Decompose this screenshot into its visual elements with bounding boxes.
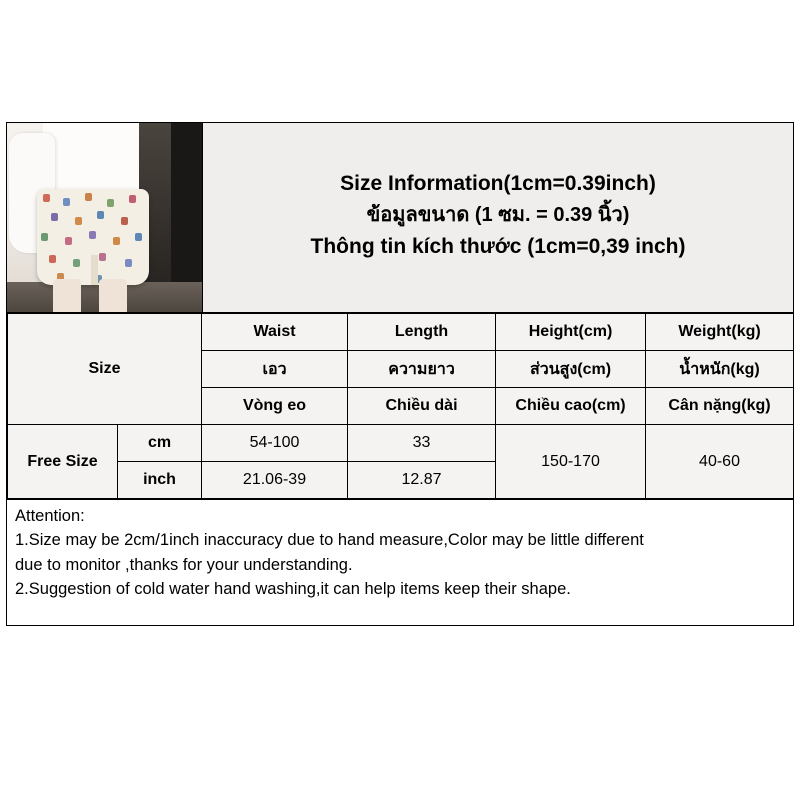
photo-model-shorts: [37, 189, 149, 285]
header-height-th: ส่วนสูง(cm): [496, 351, 646, 388]
attention-line-2: due to monitor ,thanks for your understanding.: [15, 555, 353, 574]
size-label-cell: Size: [8, 314, 202, 425]
title-line-en: Size Information(1cm=0.39inch): [340, 172, 656, 196]
header-height-vi: Chiều cao(cm): [496, 388, 646, 425]
photo-shorts-gap: [91, 255, 98, 285]
attention-line-3: 2.Suggestion of cold water hand washing,it can help items keep their shape.: [15, 580, 571, 599]
value-waist-cm: 54-100: [202, 425, 348, 462]
product-photo: [7, 123, 203, 312]
header-weight-th: น้ำหนัก(kg): [646, 351, 794, 388]
header-waist-en: Waist: [202, 314, 348, 351]
value-length-inch: 12.87: [348, 462, 496, 499]
header-length-en: Length: [348, 314, 496, 351]
size-table: [7, 313, 794, 499]
table-row-cm: [8, 425, 794, 462]
size-chart-sheet: [6, 122, 794, 626]
unit-inch: inch: [118, 462, 202, 499]
value-weight: 40-60: [646, 425, 794, 499]
header-length-th: ความยาว: [348, 351, 496, 388]
header-height-en: Height(cm): [496, 314, 646, 351]
row-label-free-size: Free Size: [8, 425, 118, 499]
unit-cm: cm: [118, 425, 202, 462]
value-waist-inch: 21.06-39: [202, 462, 348, 499]
header-length-vi: Chiều dài: [348, 388, 496, 425]
title-line-vi: Thông tin kích thước (1cm=0,39 inch): [310, 234, 686, 258]
value-height: 150-170: [496, 425, 646, 499]
header-weight-vi: Cân nặng(kg): [646, 388, 794, 425]
value-length-cm: 33: [348, 425, 496, 462]
attention-block: [7, 499, 793, 625]
header-waist-vi: Vòng eo: [202, 388, 348, 425]
attention-heading: Attention:: [15, 507, 85, 525]
attention-line-1: 1.Size may be 2cm/1inch inaccuracy due to hand measure,Color may be little different: [15, 531, 644, 550]
header-band: [7, 123, 793, 313]
table-row-headers-en: [8, 314, 794, 351]
header-weight-en: Weight(kg): [646, 314, 794, 351]
photo-model-leg-right: [99, 279, 127, 312]
header-waist-th: เอว: [202, 351, 348, 388]
title-line-th: ข้อมูลขนาด (1 ซม. = 0.39 นิ้ว): [366, 204, 630, 227]
title-block: [203, 123, 793, 312]
photo-model-leg-left: [53, 279, 81, 312]
